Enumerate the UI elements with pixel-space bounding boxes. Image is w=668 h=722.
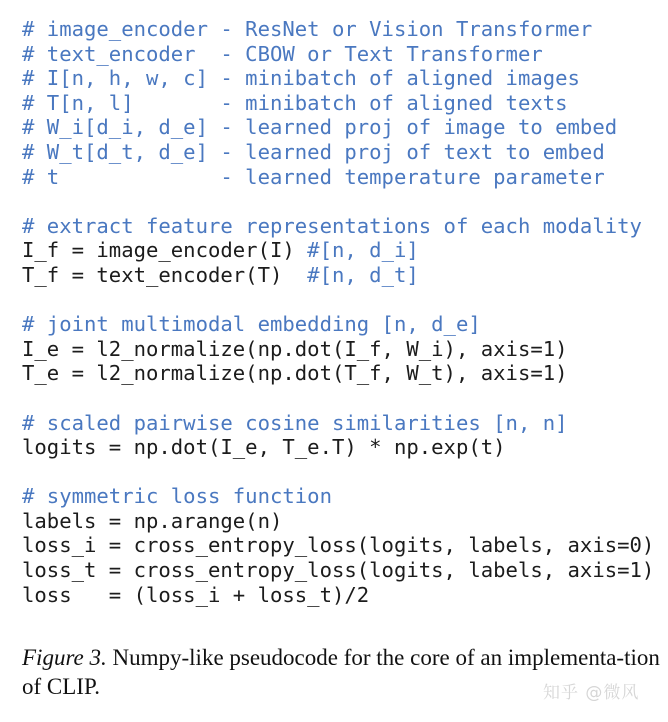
code-line-comment: [22, 312, 654, 337]
pseudocode-block: [22, 17, 654, 607]
code-text: loss_t = cross_entropy_loss(logits, labels, axis=1): [22, 558, 655, 583]
code-line: [22, 583, 654, 608]
comment-text: # symmetric loss function: [22, 484, 332, 509]
code-line-comment: [22, 66, 654, 91]
code-text: I_e = l2_normalize(np.dot(I_f, W_i), axis=1): [22, 336, 568, 361]
comment-text: # t - learned temperature parameter: [22, 164, 605, 189]
comment-text: # W_i[d_i, d_e] - learned proj of image to embed: [22, 115, 618, 140]
code-line-comment: [22, 165, 654, 190]
code-line-comment: [22, 42, 654, 67]
code-line-blank: [22, 386, 654, 411]
code-line-mixed: [22, 263, 654, 288]
code-line-comment: [22, 484, 654, 509]
code-line: [22, 435, 654, 460]
inline-comment-text: #[n, d_t]: [307, 262, 419, 287]
code-line-comment: [22, 140, 654, 165]
comment-text: # I[n, h, w, c] - minibatch of aligned images: [22, 66, 580, 91]
code-line-blank: [22, 460, 654, 485]
comment-text: # W_t[d_t, d_e] - learned proj of text to embed: [22, 139, 605, 164]
watermark: 知乎 @微风: [543, 683, 640, 703]
code-line-comment: [22, 17, 654, 42]
code-line: [22, 337, 654, 362]
comment-text: # image_encoder - ResNet or Vision Transformer: [22, 17, 593, 41]
comment-text: # extract feature representations of each modality: [22, 213, 642, 238]
comment-text: # text_encoder - CBOW or Text Transformer: [22, 41, 543, 66]
code-line-comment: [22, 214, 654, 239]
code-line-mixed: [22, 238, 654, 263]
code-line: [22, 361, 654, 386]
code-line: [22, 509, 654, 534]
code-text: labels = np.arange(n): [22, 508, 283, 533]
caption-text: Numpy-like pseudocode for the core of an implementa-tion of CLIP.: [22, 645, 660, 699]
code-line-comment: [22, 91, 654, 116]
code-line-blank: [22, 189, 654, 214]
code-line: [22, 533, 654, 558]
code-text: logits = np.dot(I_e, T_e.T) * np.exp(t): [22, 435, 506, 460]
code-line-comment: [22, 115, 654, 140]
code-text: T_e = l2_normalize(np.dot(T_f, W_t), axis=1): [22, 361, 568, 386]
comment-text: # scaled pairwise cosine similarities [n, n]: [22, 410, 568, 435]
code-text: T_f = text_encoder(T): [22, 262, 308, 287]
figure-label: Figure 3.: [22, 645, 107, 670]
comment-text: # joint multimodal embedding [n, d_e]: [22, 312, 481, 337]
code-text: I_f = image_encoder(I): [22, 238, 308, 263]
code-line-blank: [22, 288, 654, 313]
code-text: loss_i = cross_entropy_loss(logits, labels, axis=0): [22, 533, 655, 558]
inline-comment-text: #[n, d_i]: [307, 238, 419, 263]
code-line-comment: [22, 411, 654, 436]
code-line: [22, 558, 654, 583]
comment-text: # T[n, l] - minibatch of aligned texts: [22, 90, 568, 115]
code-text: loss = (loss_i + loss_t)/2: [22, 582, 370, 607]
